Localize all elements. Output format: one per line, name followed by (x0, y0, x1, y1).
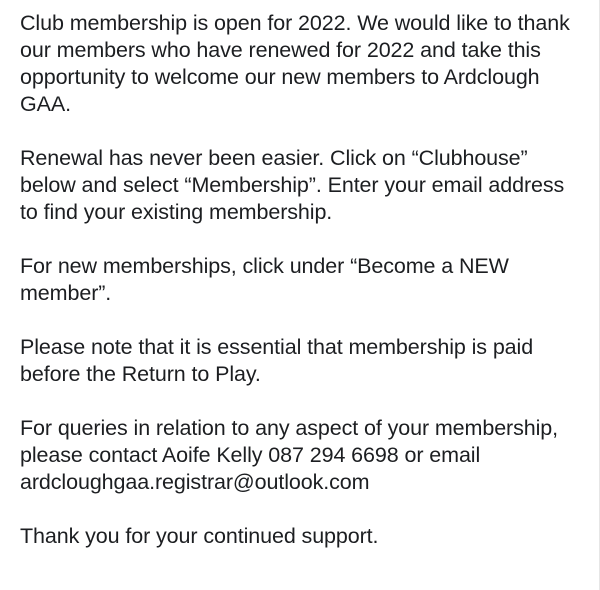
paragraph-queries-contact: For queries in relation to any aspect of your membership, please contact Aoife Kelly 087 294 6698 or email ardcloughgaa.registrar@outlook.com (20, 416, 559, 494)
paragraph-membership-open: Club membership is open for 2022. We would like to thank our members who have renewed for 2022 and take this opportunity to welcome our new members to Ardclough GAA. (20, 11, 570, 116)
paragraph-new-memberships: For new memberships, click under “Become a NEW member”. (20, 254, 509, 305)
paragraph-renewal-instructions: Renewal has never been easier. Click on “Clubhouse” below and select “Membership”. Enter your email address to find your existing membership. (20, 146, 565, 224)
paragraph-thank-you: Thank you for your continued support. (20, 524, 379, 548)
post-body (20, 10, 585, 550)
paragraph-return-to-play-note: Please note that it is essential that membership is paid before the Return to Play. (20, 335, 534, 386)
